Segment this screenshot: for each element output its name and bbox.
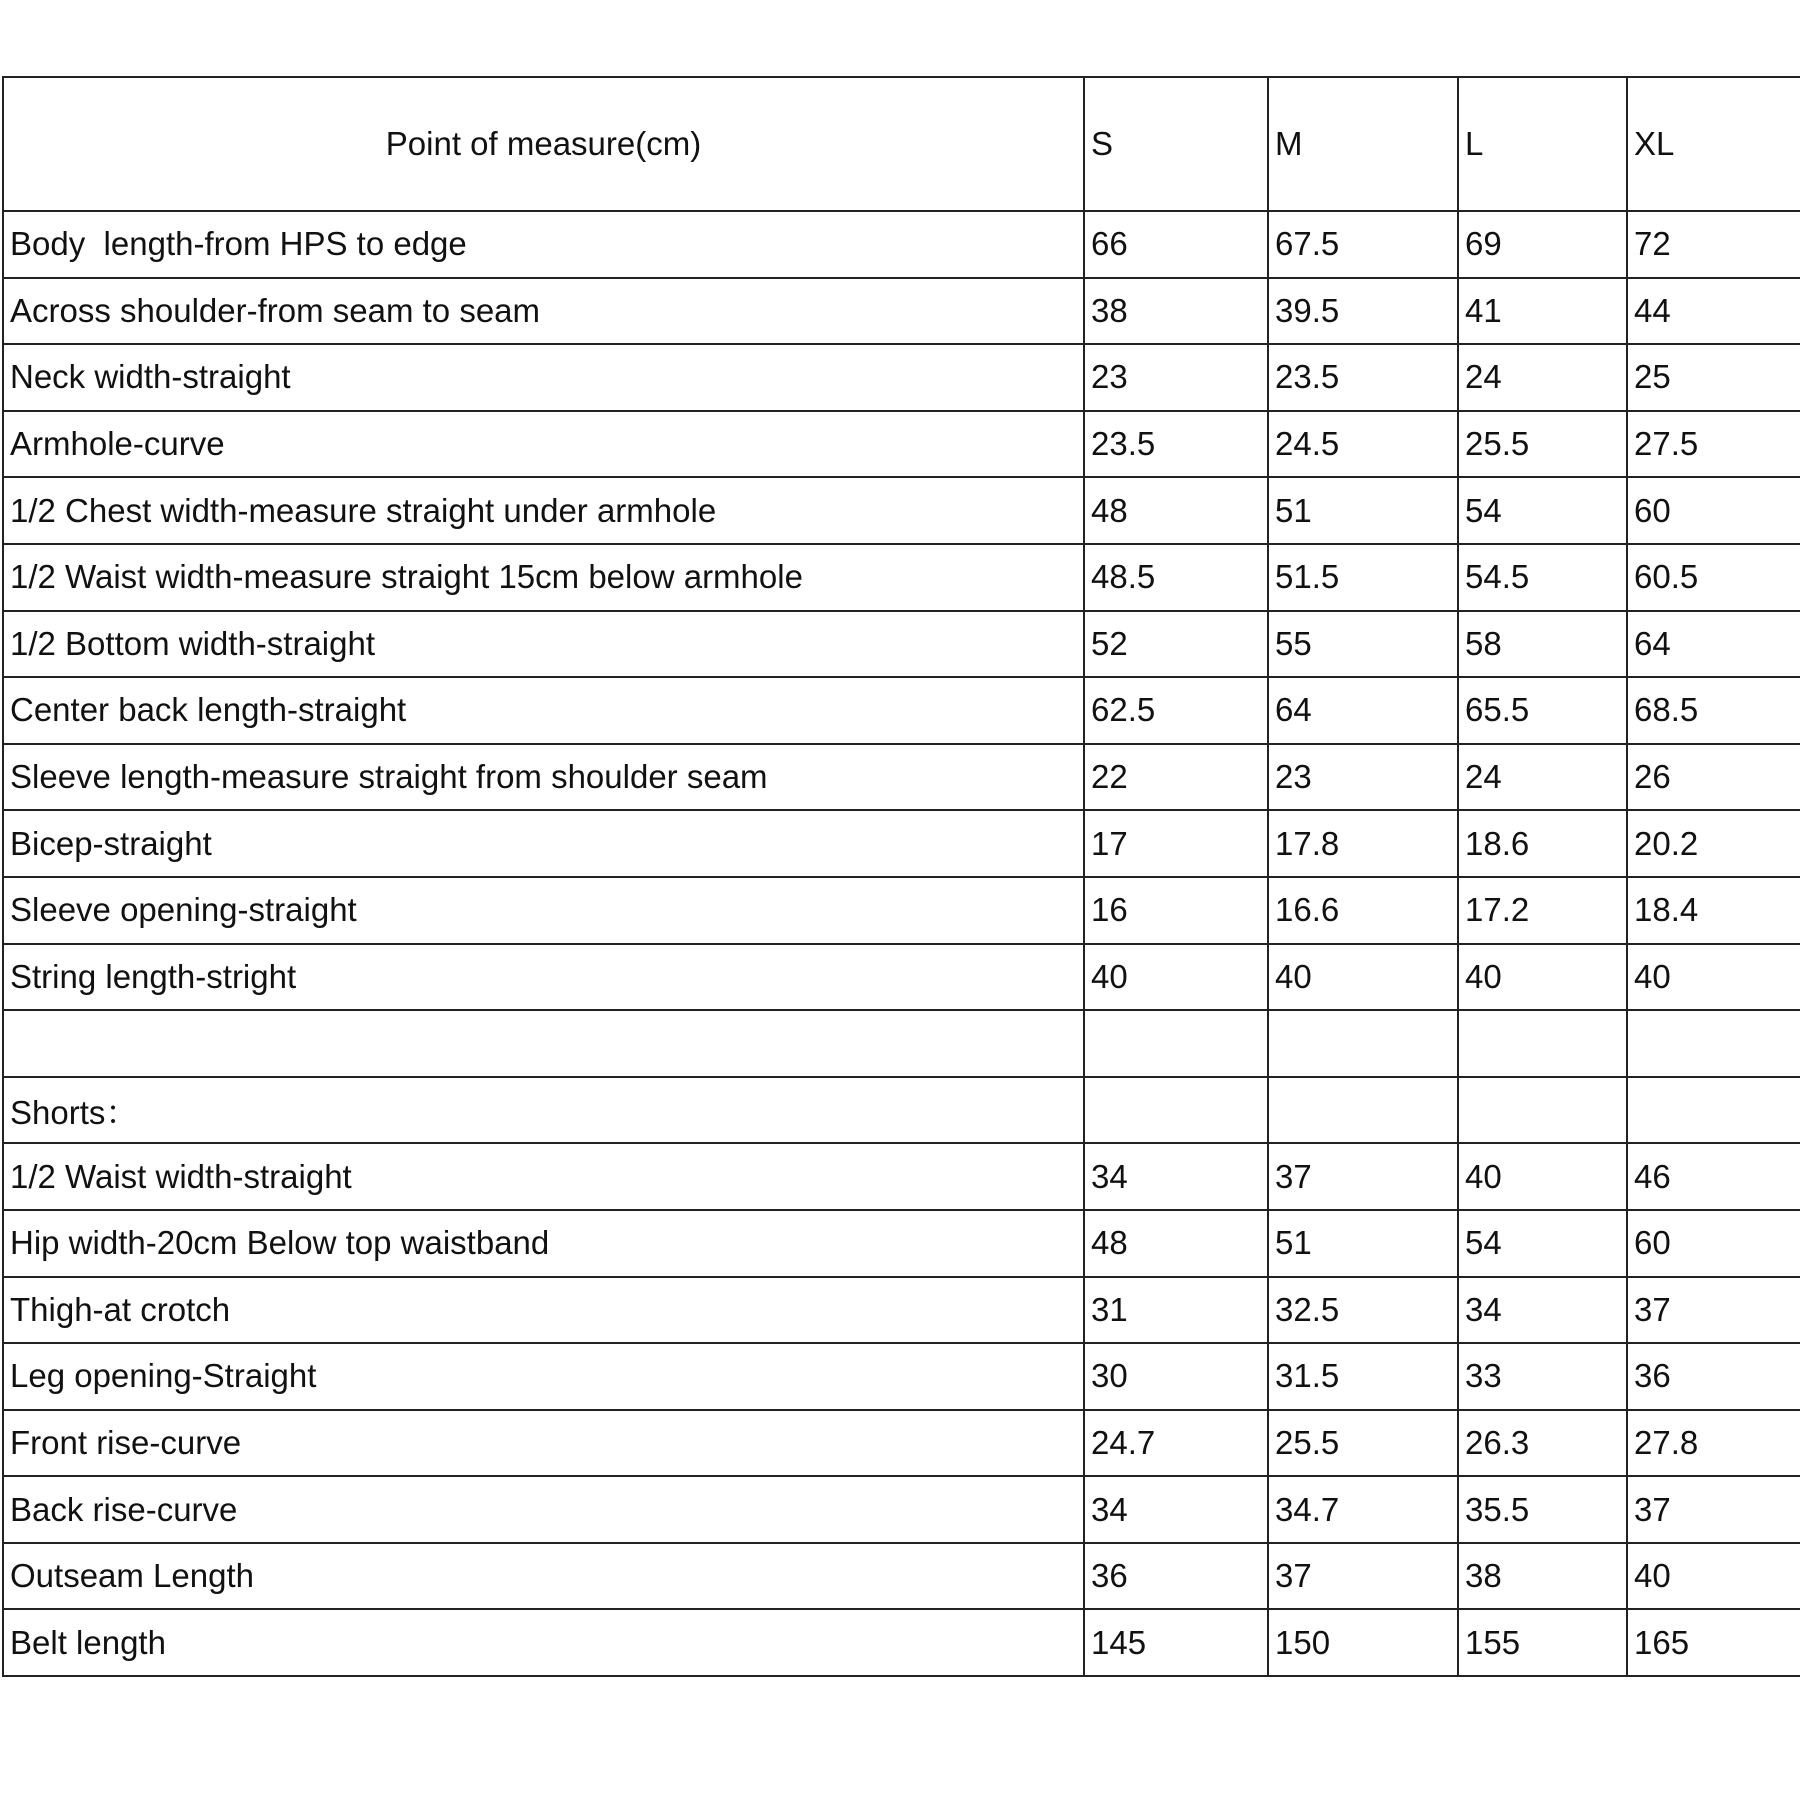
size-m-value-cell: 64	[1268, 677, 1458, 744]
size-m-value-cell	[1268, 1010, 1458, 1077]
size-m-value-cell: 150	[1268, 1609, 1458, 1676]
size-s-value-cell: 34	[1084, 1143, 1268, 1210]
size-m-value-cell: 32.5	[1268, 1277, 1458, 1344]
size-s-value-cell: 23.5	[1084, 411, 1268, 478]
table-row	[3, 477, 1800, 544]
size-xl-value-cell: 18.4	[1627, 877, 1800, 944]
size-s-value-cell: 17	[1084, 810, 1268, 877]
table-row	[3, 1143, 1800, 1210]
measure-label-cell: Center back length-straight	[3, 677, 1084, 744]
size-xl-value-cell: 72	[1627, 211, 1800, 278]
size-xl-value-cell: 60.5	[1627, 544, 1800, 611]
size-l-value-cell: 25.5	[1458, 411, 1627, 478]
size-xl-header: XL	[1627, 77, 1800, 211]
size-m-value-cell: 37	[1268, 1143, 1458, 1210]
size-s-value-cell: 40	[1084, 944, 1268, 1011]
size-s-value-cell: 62.5	[1084, 677, 1268, 744]
table-body	[3, 211, 1800, 1676]
size-m-value-cell: 17.8	[1268, 810, 1458, 877]
size-l-value-cell: 24	[1458, 744, 1627, 811]
measure-label-cell: Across shoulder-from seam to seam	[3, 278, 1084, 345]
size-s-value-cell	[1084, 1077, 1268, 1144]
size-s-value-cell: 52	[1084, 611, 1268, 678]
measure-label-cell: Thigh-at crotch	[3, 1277, 1084, 1344]
size-l-value-cell: 17.2	[1458, 877, 1627, 944]
measure-label-cell: Shorts：	[3, 1077, 1084, 1144]
size-xl-value-cell: 37	[1627, 1277, 1800, 1344]
measure-label-cell: Leg opening-Straight	[3, 1343, 1084, 1410]
size-m-value-cell: 25.5	[1268, 1410, 1458, 1477]
measure-label-cell: 1/2 Waist width-straight	[3, 1143, 1084, 1210]
size-m-value-cell: 16.6	[1268, 877, 1458, 944]
size-s-value-cell: 66	[1084, 211, 1268, 278]
size-m-value-cell: 24.5	[1268, 411, 1458, 478]
size-xl-value-cell: 60	[1627, 477, 1800, 544]
measure-label-cell: Armhole-curve	[3, 411, 1084, 478]
size-l-value-cell: 34	[1458, 1277, 1627, 1344]
table-row	[3, 810, 1800, 877]
size-m-header: M	[1268, 77, 1458, 211]
size-l-value-cell	[1458, 1077, 1627, 1144]
table-row	[3, 278, 1800, 345]
size-s-value-cell: 36	[1084, 1543, 1268, 1610]
size-s-value-cell: 48.5	[1084, 544, 1268, 611]
size-s-value-cell: 38	[1084, 278, 1268, 345]
size-s-value-cell: 48	[1084, 1210, 1268, 1277]
table-row	[3, 744, 1800, 811]
size-s-value-cell	[1084, 1010, 1268, 1077]
table-row	[3, 344, 1800, 411]
measure-label-cell: Belt length	[3, 1609, 1084, 1676]
measure-label-cell: Sleeve length-measure straight from shoulder seam	[3, 744, 1084, 811]
table-row	[3, 944, 1800, 1011]
size-m-value-cell: 51	[1268, 477, 1458, 544]
size-xl-value-cell: 40	[1627, 944, 1800, 1011]
table-row	[3, 1343, 1800, 1410]
size-l-value-cell: 54	[1458, 477, 1627, 544]
size-s-value-cell: 22	[1084, 744, 1268, 811]
measure-label-cell: 1/2 Chest width-measure straight under armhole	[3, 477, 1084, 544]
size-m-value-cell: 51	[1268, 1210, 1458, 1277]
size-chart-table	[2, 76, 1800, 1677]
table-row	[3, 1476, 1800, 1543]
size-s-header: S	[1084, 77, 1268, 211]
table-row	[3, 1609, 1800, 1676]
size-xl-value-cell: 68.5	[1627, 677, 1800, 744]
measure-label-cell: Hip width-20cm Below top waistband	[3, 1210, 1084, 1277]
size-xl-value-cell: 27.5	[1627, 411, 1800, 478]
size-xl-value-cell: 44	[1627, 278, 1800, 345]
measure-label-cell: Back rise-curve	[3, 1476, 1084, 1543]
size-m-value-cell: 37	[1268, 1543, 1458, 1610]
table-row	[3, 611, 1800, 678]
size-l-value-cell: 58	[1458, 611, 1627, 678]
size-l-value-cell: 40	[1458, 944, 1627, 1011]
header-row	[3, 77, 1800, 211]
point-of-measure-header: Point of measure(cm)	[3, 77, 1084, 211]
size-s-value-cell: 34	[1084, 1476, 1268, 1543]
table-row	[3, 1010, 1800, 1077]
measure-label-cell	[3, 1010, 1084, 1077]
table-row	[3, 411, 1800, 478]
size-xl-value-cell: 64	[1627, 611, 1800, 678]
size-s-value-cell: 23	[1084, 344, 1268, 411]
size-m-value-cell: 39.5	[1268, 278, 1458, 345]
size-l-header: L	[1458, 77, 1627, 211]
size-l-value-cell: 33	[1458, 1343, 1627, 1410]
size-m-value-cell	[1268, 1077, 1458, 1144]
size-l-value-cell: 54	[1458, 1210, 1627, 1277]
size-xl-value-cell: 165	[1627, 1609, 1800, 1676]
table-row	[3, 1210, 1800, 1277]
size-l-value-cell: 26.3	[1458, 1410, 1627, 1477]
size-m-value-cell: 51.5	[1268, 544, 1458, 611]
measure-label-cell: Neck width-straight	[3, 344, 1084, 411]
size-xl-value-cell: 20.2	[1627, 810, 1800, 877]
size-m-value-cell: 23.5	[1268, 344, 1458, 411]
table-row	[3, 1543, 1800, 1610]
measure-label-cell: Outseam Length	[3, 1543, 1084, 1610]
table-row	[3, 1410, 1800, 1477]
table-row	[3, 211, 1800, 278]
size-l-value-cell	[1458, 1010, 1627, 1077]
size-m-value-cell: 67.5	[1268, 211, 1458, 278]
size-m-value-cell: 31.5	[1268, 1343, 1458, 1410]
size-l-value-cell: 24	[1458, 344, 1627, 411]
size-l-value-cell: 38	[1458, 1543, 1627, 1610]
table-row	[3, 1277, 1800, 1344]
size-s-value-cell: 30	[1084, 1343, 1268, 1410]
table-row	[3, 544, 1800, 611]
size-xl-value-cell: 26	[1627, 744, 1800, 811]
size-xl-value-cell: 36	[1627, 1343, 1800, 1410]
measure-label-cell: 1/2 Bottom width-straight	[3, 611, 1084, 678]
size-l-value-cell: 41	[1458, 278, 1627, 345]
size-s-value-cell: 24.7	[1084, 1410, 1268, 1477]
size-s-value-cell: 48	[1084, 477, 1268, 544]
size-l-value-cell: 155	[1458, 1609, 1627, 1676]
size-xl-value-cell	[1627, 1077, 1800, 1144]
size-s-value-cell: 31	[1084, 1277, 1268, 1344]
size-l-value-cell: 35.5	[1458, 1476, 1627, 1543]
measure-label-cell: 1/2 Waist width-measure straight 15cm below armhole	[3, 544, 1084, 611]
size-s-value-cell: 16	[1084, 877, 1268, 944]
size-xl-value-cell: 60	[1627, 1210, 1800, 1277]
size-m-value-cell: 34.7	[1268, 1476, 1458, 1543]
size-xl-value-cell	[1627, 1010, 1800, 1077]
table-row	[3, 877, 1800, 944]
size-xl-value-cell: 46	[1627, 1143, 1800, 1210]
size-xl-value-cell: 25	[1627, 344, 1800, 411]
size-l-value-cell: 54.5	[1458, 544, 1627, 611]
size-xl-value-cell: 40	[1627, 1543, 1800, 1610]
table-header	[3, 77, 1800, 211]
size-l-value-cell: 65.5	[1458, 677, 1627, 744]
size-l-value-cell: 69	[1458, 211, 1627, 278]
measure-label-cell: Bicep-straight	[3, 810, 1084, 877]
size-s-value-cell: 145	[1084, 1609, 1268, 1676]
size-m-value-cell: 55	[1268, 611, 1458, 678]
size-l-value-cell: 40	[1458, 1143, 1627, 1210]
measure-label-cell: String length-stright	[3, 944, 1084, 1011]
measure-label-cell: Body length-from HPS to edge	[3, 211, 1084, 278]
table-row	[3, 677, 1800, 744]
size-xl-value-cell: 27.8	[1627, 1410, 1800, 1477]
size-m-value-cell: 23	[1268, 744, 1458, 811]
size-m-value-cell: 40	[1268, 944, 1458, 1011]
measure-label-cell: Sleeve opening-straight	[3, 877, 1084, 944]
size-l-value-cell: 18.6	[1458, 810, 1627, 877]
size-xl-value-cell: 37	[1627, 1476, 1800, 1543]
measure-label-cell: Front rise-curve	[3, 1410, 1084, 1477]
table-row	[3, 1077, 1800, 1144]
